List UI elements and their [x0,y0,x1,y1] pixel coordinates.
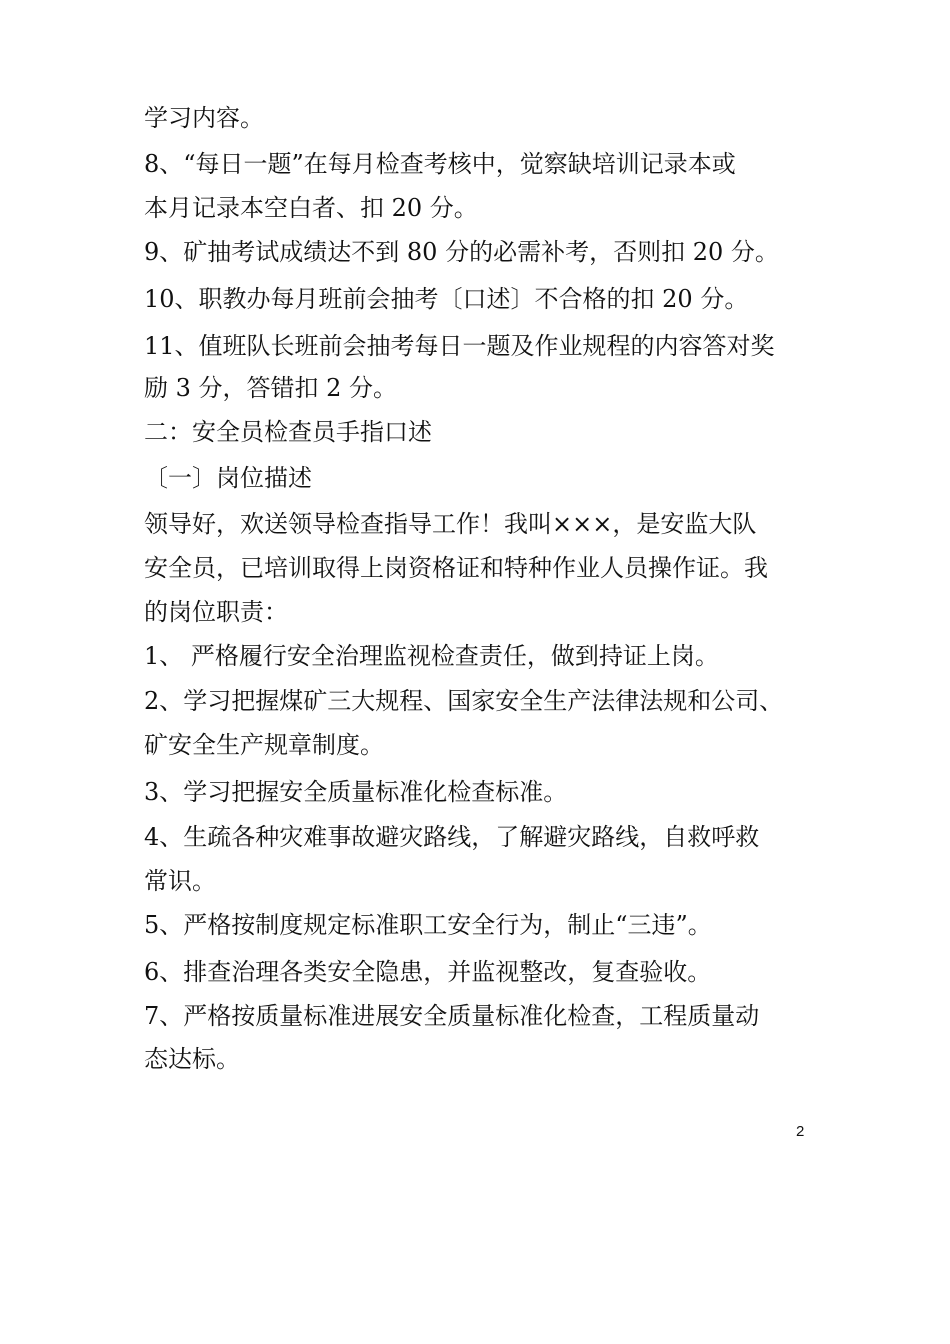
section-heading: 二：安全员检查员手指口述 [144,418,432,446]
text-line-10: 领导好，欢送领导检查指导工作！我叫×××，是安监大队 [144,510,757,538]
text-line-18: 常识。 [144,867,216,895]
text-line-11: 安全员，已培训取得上岗资格证和特种作业人员操作证。我 [144,554,768,582]
text-line-4: 9、矿抽考试成绩达不到 80 分的必需补考，否则扣 20 分。 [144,238,779,266]
text-line-14: 2、学习把握煤矿三大规程、国家安全生产法律法规和公司、 [144,687,784,715]
text-line-12: 的岗位职责： [144,598,288,626]
text-line-5: 10、职教办每月班前会抽考〔口述〕不合格的扣 20 分。 [144,285,749,313]
text-line-16: 3、学习把握安全质量标准化检查标准。 [144,778,568,806]
text-line-15: 矿安全生产规章制度。 [144,731,384,759]
text-line-21: 7、严格按质量标准进展安全质量标准化检查，工程质量动 [144,1002,760,1030]
page-number: 2 [796,1123,805,1140]
text-line-1: 学习内容。 [144,104,264,132]
text-line-22: 态达标。 [144,1045,240,1073]
text-line-6: 11、值班队长班前会抽考每日一题及作业规程的内容答对奖 [144,332,775,360]
text-line-13: 1、 严格履行安全治理监视检查责任，做到持证上岗。 [144,642,719,670]
text-line-19: 5、严格按制度规定标准职工安全行为，制止“三违”。 [144,911,712,939]
text-line-2: 8、“每日一题”在每月检查考核中，觉察缺培训记录本或 [144,150,736,178]
text-line-17: 4、生疏各种灾难事故避灾路线，了解避灾路线，自救呼救 [144,823,760,851]
text-line-20: 6、排查治理各类安全隐患，并监视整改，复查验收。 [144,958,712,986]
text-line-3: 本月记录本空白者、扣 20 分。 [144,194,478,222]
subsection-heading: 〔一〕岗位描述 [144,464,312,492]
text-line-7: 励 3 分，答错扣 2 分。 [144,374,398,402]
